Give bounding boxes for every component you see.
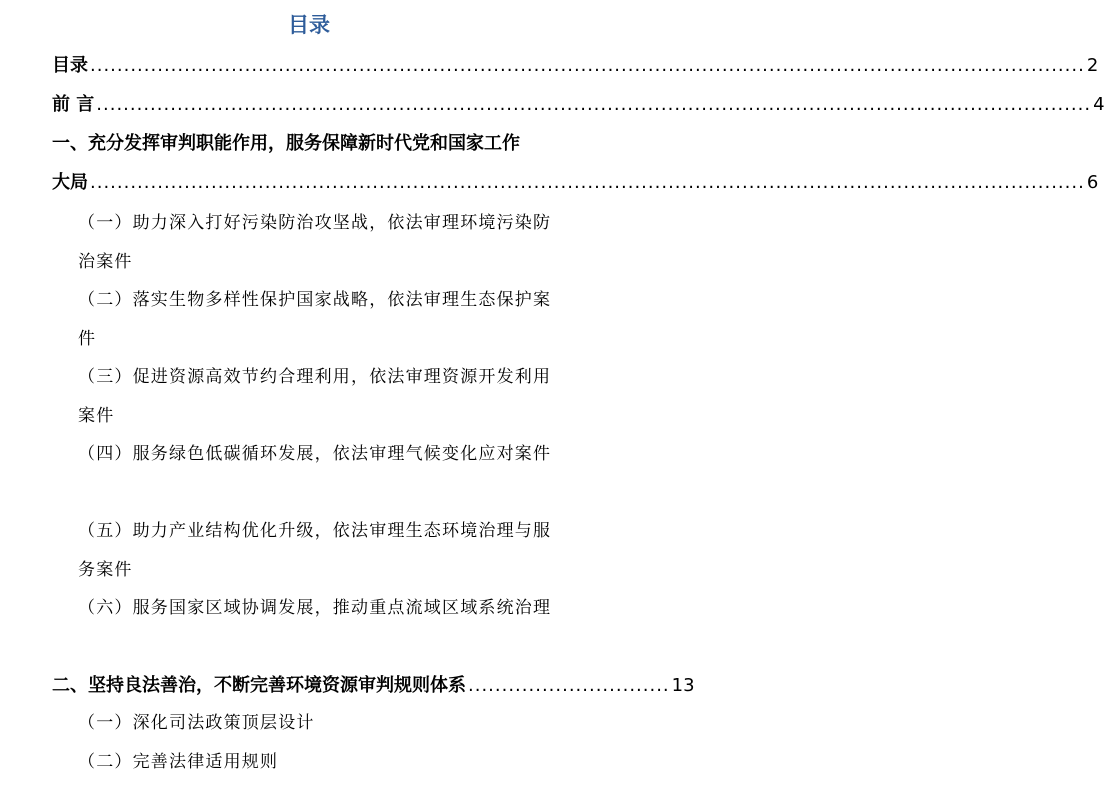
toc-subentry-1-4[interactable]: （四）服务绿色低碳循环发展，依法审理气候变化应对案件 bbox=[78, 444, 552, 464]
page-title: 目录 bbox=[288, 13, 330, 37]
toc-leader-dots: .................................................................................................................................................... bbox=[90, 172, 1085, 193]
toc-subentry-1-2[interactable]: （二）落实生物多样性保护国家战略，依法审理生态保护案件 bbox=[78, 290, 552, 349]
toc-entry-label: 大局 bbox=[52, 172, 88, 193]
toc-entry-label: 二、坚持良法善治，不断完善环境资源审判规则体系 bbox=[52, 675, 466, 696]
toc-entry-section1-line1[interactable]: 一、充分发挥审判职能作用，服务保障新时代党和国家工作 bbox=[52, 133, 520, 154]
toc-entry-section2[interactable] bbox=[52, 674, 695, 698]
toc-entry-label: 目录 bbox=[52, 55, 88, 76]
toc-leader-dots: .............................. bbox=[468, 675, 670, 696]
toc-page-number: 13 bbox=[671, 675, 695, 696]
toc-subentry-2-1[interactable]: （一）深化司法政策顶层设计 bbox=[78, 713, 315, 733]
toc-page-number: 6 bbox=[1086, 172, 1099, 193]
toc-subentry-1-3[interactable]: （三）促进资源高效节约合理利用，依法审理资源开发利用案件 bbox=[78, 367, 552, 426]
toc-subentry-1-6[interactable]: （六）服务国家区域协调发展，推动重点流域区域系统治理 bbox=[78, 598, 552, 618]
toc-subentry-2-2[interactable]: （二）完善法律适用规则 bbox=[78, 752, 279, 772]
toc-entry-section1[interactable] bbox=[52, 171, 1099, 195]
toc-entry-contents[interactable] bbox=[52, 54, 1099, 78]
toc-entry-preface[interactable] bbox=[52, 93, 1105, 117]
toc-subentry-1-5[interactable]: （五）助力产业结构优化升级，依法审理生态环境治理与服务案件 bbox=[78, 521, 552, 580]
toc-leader-dots: .................................................................................................................................................... bbox=[96, 94, 1092, 115]
toc-page-number: 4 bbox=[1093, 94, 1105, 115]
toc-entry-label: 前 言 bbox=[52, 94, 95, 115]
toc-page-number: 2 bbox=[1086, 55, 1099, 76]
toc-subentry-1-1[interactable]: （一）助力深入打好污染防治攻坚战，依法审理环境污染防治案件 bbox=[78, 213, 552, 272]
toc-leader-dots: .................................................................................................................................................... bbox=[90, 55, 1085, 76]
